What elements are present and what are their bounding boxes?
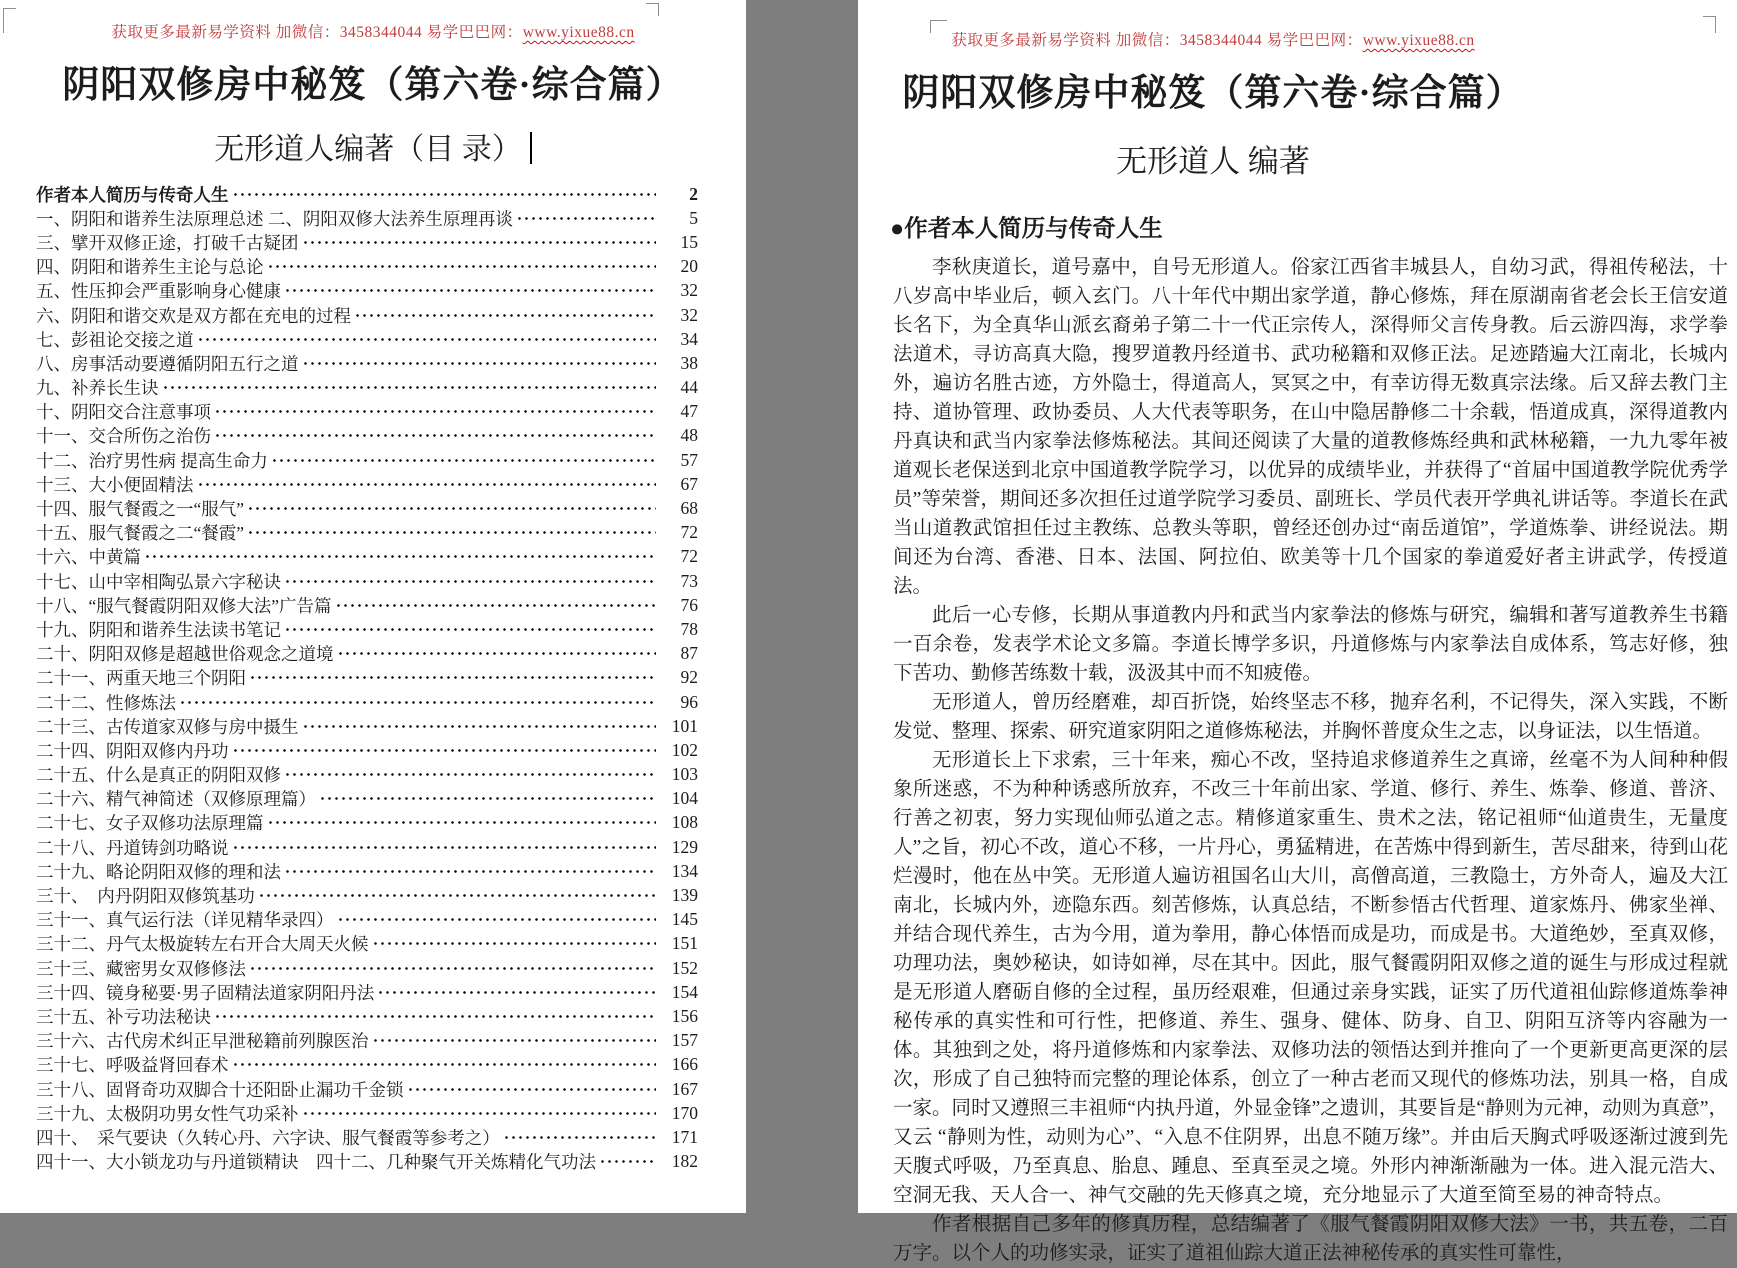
toc-entry-label: 二十二、性修炼法	[36, 692, 176, 713]
toc-entry[interactable]	[36, 569, 698, 593]
toc-entry-label: 四十、 采气要诀（久转心丹、六字诀、服气餐霞等参考之）	[36, 1127, 500, 1148]
table-of-contents	[36, 182, 698, 1174]
toc-entry-page-number: 166	[671, 1054, 698, 1075]
toc-entry-label: 六、阴阳和谐交欢是双方都在充电的过程	[36, 305, 351, 326]
dot-leader	[599, 1150, 656, 1174]
toc-entry[interactable]	[36, 351, 698, 375]
toc-entry[interactable]	[36, 400, 698, 424]
dot-leader	[407, 1077, 657, 1101]
toc-entry-label: 三十六、古代房术纠正早泄秘籍前列腺医治	[36, 1031, 369, 1052]
toc-entry-label: 三十、 内丹阴阳双修筑基功	[36, 886, 255, 907]
toc-entry[interactable]	[36, 932, 698, 956]
toc-subtitle	[0, 124, 746, 168]
toc-entry[interactable]	[36, 545, 698, 569]
toc-entry[interactable]	[36, 1077, 698, 1101]
author-byline: 无形道人 编著	[1116, 144, 1310, 179]
dot-leader	[214, 400, 656, 424]
toc-entry[interactable]	[36, 1053, 698, 1077]
document-page-toc[interactable]	[0, 0, 746, 1213]
toc-entry-label: 二十七、女子双修功法原理篇	[36, 813, 264, 834]
toc-entry-label: 作者本人简历与传奇人生	[36, 184, 229, 205]
dot-leader	[284, 279, 656, 303]
toc-entry[interactable]	[36, 279, 698, 303]
page-corner-mark	[3, 8, 16, 33]
toc-entry-page-number: 108	[671, 812, 698, 833]
dot-leader	[377, 980, 656, 1004]
toc-entry[interactable]	[36, 714, 698, 738]
toc-entry-page-number: 156	[671, 1005, 698, 1026]
toc-entry-label: 八、房事活动要遵循阴阳五行之道	[36, 353, 299, 374]
dot-leader	[302, 351, 657, 375]
dot-leader	[197, 472, 657, 496]
toc-entry-page-number: 92	[680, 667, 698, 688]
toc-entry-label: 十、阴阳交合注意事项	[36, 402, 211, 423]
toc-entry-label: 三十七、呼吸益肾回春术	[36, 1055, 229, 1076]
toc-entry-label: 二十、阴阳双修是超越世俗观念之道境	[36, 644, 334, 665]
dot-leader	[302, 1101, 657, 1125]
dot-leader	[214, 1004, 656, 1028]
dot-leader	[503, 1125, 656, 1149]
toc-entry-label: 二十五、什么是真正的阴阳双修	[36, 765, 281, 786]
promo-header-url: www.yixue88.cn	[1362, 32, 1475, 49]
toc-entry[interactable]	[36, 303, 698, 327]
toc-entry-label: 九、补养长生诀	[36, 378, 159, 399]
dot-leader	[302, 230, 657, 254]
toc-entry-page-number: 67	[680, 473, 698, 494]
body-paragraph: 无形道人，曾历经磨难，却百折饶，始终坚志不移，抛弃名利，不记得失，深入实践，不断发觉、整理、探索、研究道家阴阳之道修炼秘法，并胸怀普度众生之志，以身证法，以生悟道。	[893, 692, 1728, 742]
toc-entry[interactable]	[36, 1150, 698, 1174]
dot-leader	[197, 327, 657, 351]
dot-leader	[232, 1053, 657, 1077]
toc-entry-page-number: 102	[671, 739, 698, 760]
toc-subtitle-text: 无形道人编著（目 录）	[214, 133, 522, 166]
toc-entry-page-number: 134	[671, 860, 698, 881]
toc-entry[interactable]	[36, 811, 698, 835]
toc-entry-label: 三十三、藏密男女双修修法	[36, 958, 246, 979]
dot-leader	[267, 255, 657, 279]
page-corner-mark	[646, 3, 659, 16]
toc-entry-page-number: 152	[671, 957, 698, 978]
toc-entry-page-number: 32	[680, 304, 698, 325]
toc-entry[interactable]	[36, 859, 698, 883]
toc-entry[interactable]	[36, 327, 698, 351]
toc-entry-label: 三十九、太极阴功男女性气功采补	[36, 1103, 299, 1124]
dot-leader	[179, 690, 656, 714]
toc-entry[interactable]	[36, 206, 698, 230]
toc-entry[interactable]	[36, 424, 698, 448]
toc-entry-page-number: 167	[671, 1078, 698, 1099]
dot-leader	[337, 908, 657, 932]
dot-leader	[247, 497, 656, 521]
toc-entry-page-number: 154	[671, 981, 698, 1002]
toc-entry[interactable]	[36, 883, 698, 907]
document-page-body[interactable]	[858, 0, 1737, 1264]
toc-entry-page-number: 57	[680, 449, 698, 470]
body-text	[893, 253, 1728, 1268]
section-heading: ●作者本人简历与传奇人生	[890, 216, 1163, 242]
toc-entry-label: 十九、阴阳和谐养生法读书笔记	[36, 619, 281, 640]
toc-entry-page-number: 20	[680, 256, 698, 277]
toc-entry-page-number: 129	[671, 836, 698, 857]
dot-leader	[372, 1029, 657, 1053]
toc-entry-label: 十五、服气餐霞之二“餐霞”	[36, 523, 245, 544]
toc-entry-page-number: 157	[671, 1030, 698, 1051]
toc-entry[interactable]	[36, 1101, 698, 1125]
toc-entry-page-number: 87	[680, 643, 698, 664]
toc-entry-page-number: 103	[671, 764, 698, 785]
promo-header-url: www.yixue88.cn	[522, 24, 635, 41]
toc-entry-label: 三十一、真气运行法（详见精华录四）	[36, 910, 334, 931]
toc-entry-label: 二十三、古传道家双修与房中摄生	[36, 716, 299, 737]
toc-entry-page-number: 139	[671, 885, 698, 906]
toc-entry[interactable]	[36, 690, 698, 714]
toc-entry[interactable]	[36, 666, 698, 690]
toc-entry-page-number: 73	[680, 570, 698, 591]
toc-entry-label: 十三、大小便固精法	[36, 474, 194, 495]
toc-entry[interactable]	[36, 472, 698, 496]
toc-entry-label: 三十八、固肾奇功双脚合十还阳卧止漏功千金锁	[36, 1079, 404, 1100]
page-corner-mark	[930, 20, 947, 33]
toc-entry[interactable]	[36, 738, 698, 762]
toc-entry-label: 二十四、阴阳双修内丹功	[36, 740, 229, 761]
dot-leader	[337, 642, 657, 666]
dot-leader	[144, 545, 656, 569]
toc-entry-page-number: 32	[680, 280, 698, 301]
toc-entry-page-number: 48	[680, 425, 698, 446]
toc-entry-label: 三十四、镜身秘要·男子固精法道家阴阳丹法	[36, 982, 375, 1003]
dot-leader	[271, 448, 656, 472]
toc-entry-label: 三、擘开双修正途，打破千古疑团	[36, 232, 299, 253]
toc-entry[interactable]	[36, 787, 698, 811]
promo-header-text: 获取更多最新易学资料 加微信：3458344044 易学巴巴网：	[951, 32, 1363, 49]
dot-leader	[249, 956, 656, 980]
toc-entry-label: 二十九、略论阴阳双修的理和法	[36, 861, 281, 882]
toc-entry[interactable]	[36, 1125, 698, 1149]
dot-leader	[267, 811, 657, 835]
toc-entry-page-number: 47	[680, 401, 698, 422]
toc-entry-page-number: 72	[680, 522, 698, 543]
dot-leader	[232, 835, 657, 859]
toc-entry[interactable]	[36, 521, 698, 545]
toc-entry-label: 一、阴阳和谐养生法原理总述 二、阴阳双修大法养生原理再谈	[36, 208, 513, 229]
promo-header	[858, 28, 1737, 50]
toc-entry-label: 十六、中黄篇	[36, 547, 141, 568]
toc-entry[interactable]	[36, 376, 698, 400]
toc-entry-label: 四、阴阳和谐养生主论与总论	[36, 257, 264, 278]
body-paragraph: 此后一心专修，长期从事道教内丹和武当内家拳法的修炼与研究，编辑和著写道教养生书籍一百余卷，发表学术论文多篇。李道长博学多识，丹道修炼与内家拳法自成体系，笃志好修，独下苦功、勤修苦练数十载，汲汲其中而不知疲倦。	[893, 605, 1728, 684]
promo-header	[0, 20, 746, 42]
toc-entry-page-number: 78	[680, 618, 698, 639]
toc-entry[interactable]	[36, 593, 698, 617]
body-paragraph: 无形道长上下求索，三十年来，痴心不改，坚持追求修道养生之真谛，丝毫不为人间种种假象所迷惑，不为种种诱惑所放弃，不改三十年前出家、学道、修行、养生、炼拳、修道、普济、行善之初衷，努力实现仙师弘道之志。精修道家重生、贵术之法，铭记祖师“仙道贵生，无量度人”之旨，初心不改，道心不移，一片丹心，勇猛精进，在苦炼中得到新生，苦尽甜来，待到山花烂漫时，他在丛中笑。无形道人遍访祖国名山大川，高僧高道，三教隐士，方外奇人，遍及大江南北，长城内外，迹隐东西。刻苦修炼，认真总结，不断参悟古代哲理、道家炼丹、佛家坐禅、并结合现代养生，古为今用，道为拳用，静心体悟而成是功，而成是书。大道绝妙，至真双修，功理功法，奥妙秘诀，如诗如禅，尽在其中。因此，服气餐霞阴阳双修之道的诞生与形成过程就是无形道人磨砺自修的全过程，虽历经艰难，但通过亲身实践，证实了历代道祖仙踪修道炼拳神秘传承的真实性和可行性，把修道、养生、强身、健体、防身、自卫、阴阳互济等内容融为一体。其独到之处，将丹道修炼和内家拳法、双修功法的领悟达到并推向了一个更新更高更深的层次，形成了自己独特而完整的理论体系，创立了一种古老而又现代的修炼功法，别具一格，自成一家。同时又遵照三丰祖师“内执丹道，外显金锋”之遗训，其要旨是“静则为元神，动则为真意”，又云 “静则为性，动则为心”、“入息不住阴界，出息不随万缘”。并由后天胸式呼吸逐渐过渡到先天腹式呼吸，乃至真息、胎息、踵息、至真至灵之境。外形内神渐渐融为一体。进入混元浩大、空洞无我、天人合一、神气交融的先天修真之境，充分地显示了大道至简至易的神奇特点。	[893, 750, 1728, 1206]
toc-entry-label: 四十一、大小锁龙功与丹道锁精诀 四十二、几种聚气开关炼精化气功法	[36, 1152, 596, 1173]
toc-entry-label: 十七、山中宰相陶弘景六字秘诀	[36, 571, 281, 592]
toc-entry[interactable]	[36, 763, 698, 787]
dot-leader	[372, 932, 657, 956]
toc-entry-label: 二十六、精气神简述（双修原理篇）	[36, 789, 316, 810]
toc-entry[interactable]	[36, 956, 698, 980]
dot-leader	[232, 182, 657, 206]
dot-leader	[258, 884, 656, 908]
dot-leader	[284, 763, 656, 787]
promo-header-text: 获取更多最新易学资料 加微信：3458344044 易学巴巴网：	[111, 24, 523, 41]
body-paragraph: 李秋庚道长，道号嘉中，自号无形道人。俗家江西省丰城县人，自幼习武，得祖传秘法，十八岁高中毕业后，顿入玄门。八十年代中期出家学道，静心修炼，拜在原湖南省老会长王信安道长名下，为全真华山派玄裔弟子第二十一代正宗传人，深得师父言传身教。后云游四海，求学拳法道术，寻访高真大隐，搜罗道教丹经道书、武功秘籍和双修正法。足迹踏遍大江南北，长城内外，遍访名胜古迹，方外隐士，得道高人，冥冥之中，有幸访得无数真宗法缘。后又辞去教门主持、道协管理、政协委员、人大代表等职务，在山中隐居静修二十余载，悟道成真，深得道教内丹真诀和武当内家拳法修炼秘法。其间还阅读了大量的道教修炼经典和武林秘籍，一九九零年被道观长老保送到北京中国道教学院学习，以优异的成绩毕业，并获得了“首届中国道教学院优秀学员”等荣誉，期间还多次担任过道学院学习委员、副班长、学员代表开学典礼讲话等。李道长在武当山道教武馆担任过主教练、总教头等职，曾经还创办过“南岳道馆”，学道炼拳、讲经说法。期间还为台湾、香港、日本、法国、阿拉伯、欧美等十几个国家的拳道爱好者主讲武学，传授道法。	[893, 257, 1728, 597]
dot-leader	[354, 303, 656, 327]
toc-entry-page-number: 182	[671, 1151, 698, 1172]
toc-entry-label: 七、彭祖论交接之道	[36, 329, 194, 350]
toc-entry-label: 五、性压抑会严重影响身心健康	[36, 281, 281, 302]
toc-entry-page-number: 104	[671, 788, 698, 809]
page-corner-mark	[1703, 16, 1716, 33]
toc-entry-label: 三十五、补亏功法秘诀	[36, 1006, 211, 1027]
body-paragraph: 作者根据自己多年的修真历程，总结编著了《服气餐霞阴阳双修大法》一书，共五卷，二百万字。以个人的功修实录，证实了道祖仙踪大道正法神秘传承的真实性可靠性，	[893, 1214, 1728, 1264]
dot-leader	[319, 787, 656, 811]
toc-entry[interactable]	[36, 230, 698, 254]
toc-entry-page-number: 34	[680, 328, 698, 349]
toc-entry[interactable]	[36, 835, 698, 859]
toc-entry[interactable]	[36, 182, 698, 206]
toc-entry-label: 十四、服气餐霞之一“服气”	[36, 499, 245, 520]
dot-leader	[232, 738, 657, 762]
text-cursor	[530, 132, 532, 164]
dot-leader	[214, 424, 656, 448]
book-title: 阴阳双修房中秘笈（第六卷·综合篇）	[902, 73, 1524, 114]
toc-entry-page-number: 15	[680, 231, 698, 252]
toc-entry[interactable]	[36, 908, 698, 932]
toc-entry-label: 三十二、丹气太极旋转左右开合大周天火候	[36, 934, 369, 955]
toc-entry-page-number: 171	[671, 1126, 698, 1147]
dot-leader	[284, 617, 656, 641]
toc-entry-page-number: 44	[680, 377, 698, 398]
dot-leader	[302, 714, 657, 738]
toc-entry-label: 十八、“服气餐霞阴阳双修大法”广告篇	[36, 595, 332, 616]
toc-entry-page-number: 38	[680, 352, 698, 373]
dot-leader	[284, 569, 656, 593]
dot-leader	[335, 593, 656, 617]
toc-entry-page-number: 72	[680, 546, 698, 567]
dot-leader	[516, 206, 656, 230]
toc-entry[interactable]	[36, 1029, 698, 1053]
toc-entry[interactable]	[36, 1004, 698, 1028]
toc-entry-page-number: 76	[680, 594, 698, 615]
dot-leader	[247, 521, 656, 545]
toc-entry-page-number: 5	[689, 207, 698, 228]
toc-entry-label: 二十一、两重天地三个阴阳	[36, 668, 246, 689]
toc-entry[interactable]	[36, 448, 698, 472]
book-title: 阴阳双修房中秘笈（第六卷·综合篇）	[62, 65, 684, 106]
toc-entry-page-number: 68	[680, 498, 698, 519]
toc-entry-page-number: 170	[671, 1102, 698, 1123]
toc-entry[interactable]	[36, 617, 698, 641]
toc-entry-page-number: 2	[689, 183, 698, 204]
toc-entry-label: 二十八、丹道铸剑功略说	[36, 837, 229, 858]
toc-entry-label: 十一、交合所伤之治伤	[36, 426, 211, 447]
dot-leader	[284, 859, 656, 883]
toc-entry[interactable]	[36, 496, 698, 520]
toc-entry-page-number: 151	[671, 933, 698, 954]
dot-leader	[249, 666, 656, 690]
toc-entry[interactable]	[36, 642, 698, 666]
toc-entry-page-number: 101	[671, 715, 698, 736]
toc-entry-label: 十二、治疗男性病 提高生命力	[36, 450, 268, 471]
dot-leader	[162, 376, 657, 400]
toc-entry-page-number: 145	[671, 909, 698, 930]
toc-entry[interactable]	[36, 980, 698, 1004]
toc-entry[interactable]	[36, 255, 698, 279]
toc-entry-page-number: 96	[680, 691, 698, 712]
